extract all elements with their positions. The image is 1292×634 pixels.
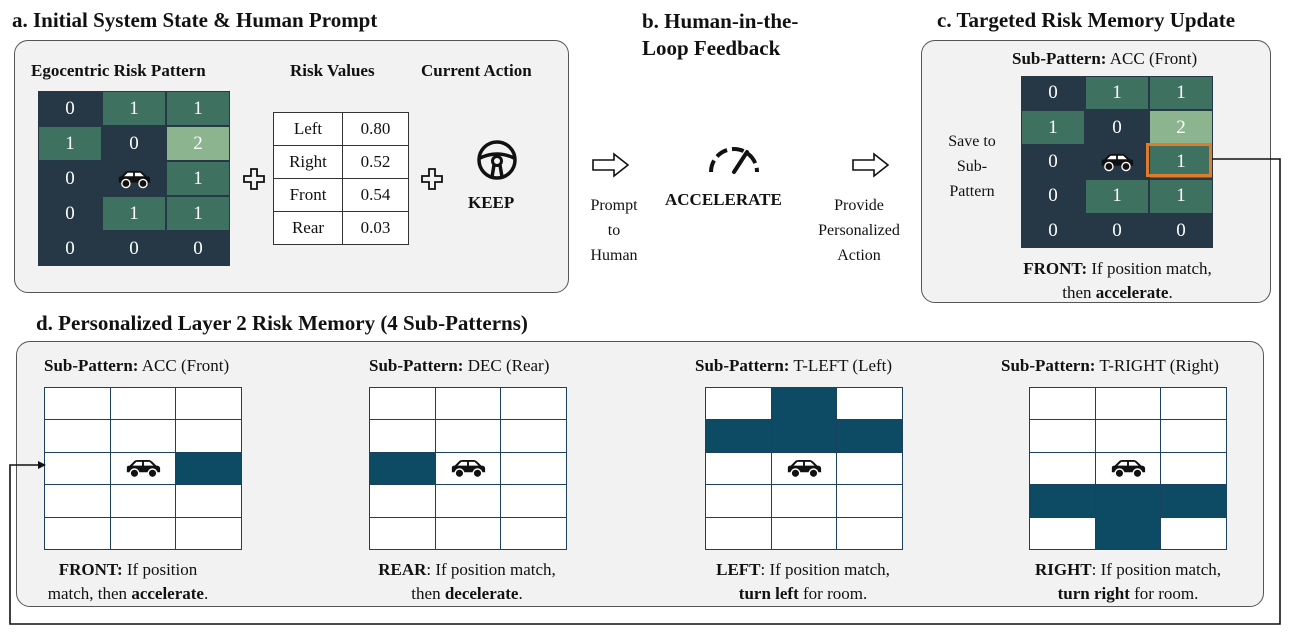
speedometer-icon: [705, 142, 763, 176]
subpattern-cell: [1095, 452, 1162, 486]
desc-text: match, then: [47, 584, 132, 603]
car-icon: [1099, 152, 1135, 172]
subpattern-cell: [435, 387, 502, 421]
plus-icon: [421, 168, 443, 190]
risk-cell: 0: [1086, 215, 1148, 247]
subpattern-cell: [836, 517, 903, 551]
risk-pattern-header: Egocentric Risk Pattern: [31, 61, 206, 80]
subpattern-name: ACC (Front): [138, 356, 230, 375]
plus-icon: [243, 168, 265, 190]
subpattern-cell: [705, 452, 772, 486]
active-subpattern-cell: [1029, 484, 1096, 518]
desc-end: for room.: [1129, 584, 1199, 603]
subpattern-cell: [500, 484, 567, 518]
subpattern-cell: [44, 484, 111, 518]
subpattern-cell: [110, 452, 177, 486]
table-row: [274, 179, 409, 212]
risk-cell: 0: [39, 92, 101, 125]
highlight-box: [1146, 143, 1212, 177]
subpattern-cell: [500, 387, 567, 421]
desc-line-2: [22, 582, 234, 606]
risk-cell: 1: [1022, 111, 1084, 143]
risk-cell: 1: [167, 92, 229, 125]
prompt-label-line: Human: [590, 247, 638, 264]
subpattern-cell: [705, 517, 772, 551]
provide-label-line: Provide: [834, 197, 884, 214]
ego-vehicle-cell: [1086, 146, 1148, 178]
provide-label-line: Personalized: [818, 222, 900, 239]
subpattern-cell: [1160, 452, 1227, 486]
subpattern-description: [1003, 558, 1253, 606]
subpattern-cell: [1160, 419, 1227, 453]
risk-cell: 0: [1022, 146, 1084, 178]
save-label-line: Save to: [948, 133, 996, 150]
value-cell: 0.80: [343, 113, 409, 146]
prompt-label-line: to: [607, 222, 621, 239]
subpattern-name: T-LEFT (Left): [789, 356, 893, 375]
desc-bold: FRONT:: [58, 560, 123, 579]
risk-cell: 0: [1150, 215, 1212, 247]
active-subpattern-cell: [369, 452, 436, 486]
subpattern-cell: [836, 387, 903, 421]
desc-action: turn left: [738, 584, 799, 603]
value-cell: 0.03: [343, 212, 409, 245]
risk-cell: 0: [103, 127, 165, 160]
panel-b-title: [642, 8, 798, 62]
desc-bold: LEFT: [716, 560, 761, 579]
desc-text: then: [411, 584, 445, 603]
desc-bold: RIGHT: [1034, 560, 1092, 579]
desc-action: decelerate: [444, 584, 519, 603]
subpattern-description: [347, 558, 587, 606]
risk-pattern-grid: [38, 91, 230, 266]
rule-text: If position match,: [1087, 259, 1212, 278]
subpattern-label: Sub-Pattern:: [1001, 356, 1096, 375]
car-icon: [124, 458, 162, 479]
desc-line-1: [22, 558, 234, 582]
car-icon: [1109, 458, 1147, 479]
subpattern-cell: [44, 452, 111, 486]
desc-text: : If position match,: [1091, 560, 1222, 579]
desc-end: for room.: [798, 584, 868, 603]
subpattern-cell: [44, 387, 111, 421]
subpattern-cell: [369, 387, 436, 421]
dir-cell: Front: [274, 179, 343, 212]
active-subpattern-cell: [836, 419, 903, 453]
rule-text: then: [1062, 283, 1096, 302]
rule-bold: FRONT:: [1023, 259, 1088, 278]
dir-cell: Left: [274, 113, 343, 146]
rule-action: accelerate: [1095, 283, 1169, 302]
desc-end: .: [203, 584, 209, 603]
subpattern-grid: [44, 387, 241, 549]
car-icon: [449, 458, 487, 479]
subpattern-cell: [175, 484, 242, 518]
subpattern-cell: [1160, 387, 1227, 421]
subpattern-title: [44, 356, 229, 376]
subpattern-cell: [705, 387, 772, 421]
subpattern-cell: [175, 419, 242, 453]
risk-values-header: Risk Values: [290, 61, 375, 80]
current-action-header: Current Action: [421, 61, 532, 80]
subpattern-cell: [435, 419, 502, 453]
subpattern-cell: [771, 517, 838, 551]
active-subpattern-cell: [175, 452, 242, 486]
provide-label-line: Action: [837, 247, 881, 264]
risk-cell: 1: [1150, 146, 1212, 178]
subpattern-grid: [705, 387, 902, 549]
prompt-to-human-label: [578, 193, 650, 268]
risk-cell: 0: [1022, 215, 1084, 247]
car-icon: [116, 169, 152, 189]
subpattern-cell: [369, 517, 436, 551]
rule-line-2: [1000, 281, 1235, 305]
subpattern-cell: [1029, 517, 1096, 551]
panel-a-title: a. Initial System State & Human Prompt: [12, 8, 378, 32]
subpattern-label: Sub-Pattern:: [369, 356, 464, 375]
rule-end: .: [1168, 283, 1173, 302]
subpattern-description: [22, 558, 234, 606]
subpattern-cell: [1029, 419, 1096, 453]
rule-line-1: [1000, 257, 1235, 281]
prompt-label-line: Prompt: [590, 197, 638, 214]
subpattern-cell: [1029, 452, 1096, 486]
table-row: [274, 212, 409, 245]
table-row: [274, 146, 409, 179]
subpattern-label: Sub-Pattern:: [695, 356, 790, 375]
risk-cell: 1: [167, 162, 229, 195]
subpattern-name: ACC (Front): [1106, 49, 1198, 68]
save-label-line: Sub-: [956, 158, 988, 175]
subpattern-grid: [1029, 387, 1226, 549]
active-subpattern-cell: [1095, 484, 1162, 518]
active-subpattern-cell: [1160, 484, 1227, 518]
subpattern-cell: [175, 517, 242, 551]
subpattern-title: [369, 356, 549, 376]
arrow-right-icon: [852, 152, 890, 178]
desc-text: : If position match,: [426, 560, 556, 579]
desc-line-1: [683, 558, 923, 582]
subpattern-cell: [836, 484, 903, 518]
desc-bold: REAR: [378, 560, 427, 579]
subpattern-description: [683, 558, 923, 606]
subpattern-cell: [110, 387, 177, 421]
active-subpattern-cell: [705, 419, 772, 453]
desc-line-1: [347, 558, 587, 582]
desc-text: : If position match,: [760, 560, 890, 579]
risk-cell: 0: [1022, 77, 1084, 109]
save-label-line: Pattern: [949, 183, 995, 200]
subpattern-cell: [110, 484, 177, 518]
risk-cell: 1: [1086, 77, 1148, 109]
value-cell: 0.52: [343, 146, 409, 179]
subpattern-cell: [705, 484, 772, 518]
desc-action: turn right: [1057, 584, 1130, 603]
risk-cell: 1: [1086, 180, 1148, 212]
risk-values-table: [273, 112, 409, 245]
desc-action: accelerate: [131, 584, 204, 603]
risk-cell: 0: [39, 197, 101, 230]
panel-c-rule: [1000, 257, 1235, 305]
subpattern-cell: [110, 517, 177, 551]
arrow-right-icon: [592, 152, 630, 178]
car-icon: [785, 458, 823, 479]
subpattern-title: [1001, 356, 1219, 376]
active-subpattern-cell: [771, 419, 838, 453]
risk-cell: 1: [167, 197, 229, 230]
risk-cell: 0: [1086, 111, 1148, 143]
risk-cell: 2: [1150, 111, 1212, 143]
risk-cell: 2: [167, 127, 229, 160]
risk-cell: 0: [39, 162, 101, 195]
desc-end: .: [518, 584, 523, 603]
risk-cell: 0: [1022, 180, 1084, 212]
accelerate-action: ACCELERATE: [665, 190, 782, 209]
subpattern-cell: [771, 484, 838, 518]
subpattern-cell: [500, 419, 567, 453]
subpattern-cell: [435, 484, 502, 518]
provide-action-label: [803, 193, 915, 268]
desc-line-2: [347, 582, 587, 606]
subpattern-cell: [1029, 387, 1096, 421]
panel-c-subpattern-title: [1012, 49, 1197, 69]
desc-line-1: [1003, 558, 1253, 582]
active-subpattern-cell: [771, 387, 838, 421]
risk-cell: 1: [103, 197, 165, 230]
desc-line-2: [1003, 582, 1253, 606]
subpattern-cell: [435, 452, 502, 486]
subpattern-cell: [369, 484, 436, 518]
subpattern-cell: [1160, 517, 1227, 551]
desc-line-2: [683, 582, 923, 606]
panel-c-title: c. Targeted Risk Memory Update: [937, 8, 1236, 32]
subpattern-cell: [110, 419, 177, 453]
active-subpattern-cell: [1095, 517, 1162, 551]
subpattern-cell: [1095, 387, 1162, 421]
risk-cell: 0: [167, 232, 229, 265]
risk-cell: 0: [39, 232, 101, 265]
panel-d-title: d. Personalized Layer 2 Risk Memory (4 Sub-Patterns): [36, 311, 528, 335]
dir-cell: Rear: [274, 212, 343, 245]
risk-cell: 1: [103, 92, 165, 125]
subpattern-cell: [44, 517, 111, 551]
risk-cell: 1: [1150, 180, 1212, 212]
subpattern-cell: [500, 452, 567, 486]
ego-vehicle-cell: [103, 162, 165, 195]
risk-cell: 1: [1150, 77, 1212, 109]
risk-cell: 1: [39, 127, 101, 160]
subpattern-cell: [175, 387, 242, 421]
subpattern-cell: [771, 452, 838, 486]
panel-b-title-line2: Loop Feedback: [642, 36, 781, 60]
subpattern-label: Sub-Pattern:: [44, 356, 139, 375]
subpattern-label: Sub-Pattern:: [1012, 49, 1107, 68]
subpattern-grid: [369, 387, 566, 549]
risk-cell: 0: [103, 232, 165, 265]
save-to-subpattern-label: [937, 129, 1007, 204]
subpattern-name: T-RIGHT (Right): [1095, 356, 1219, 375]
value-cell: 0.54: [343, 179, 409, 212]
subpattern-cell: [500, 517, 567, 551]
subpattern-cell: [1095, 419, 1162, 453]
subpattern-name: DEC (Rear): [463, 356, 550, 375]
table-row: [274, 113, 409, 146]
subpattern-cell: [44, 419, 111, 453]
subpattern-title: [695, 356, 892, 376]
current-action-label: KEEP: [468, 193, 515, 212]
panel-b-title-line1: b. Human-in-the-: [642, 9, 799, 33]
subpattern-cell: [435, 517, 502, 551]
subpattern-cell: [836, 452, 903, 486]
desc-text: If position: [122, 560, 198, 579]
dir-cell: Right: [274, 146, 343, 179]
subpattern-cell: [369, 419, 436, 453]
steering-wheel-icon: [475, 138, 519, 182]
